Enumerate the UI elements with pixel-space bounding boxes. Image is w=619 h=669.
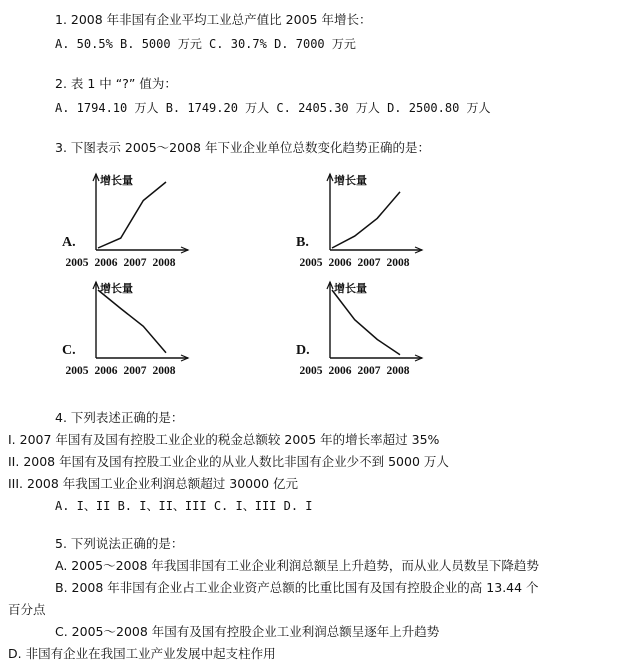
year-tick-label: 2007 [357, 365, 381, 377]
trend-line [98, 182, 166, 248]
chart-option-label: C. [62, 343, 76, 358]
chart-a [62, 170, 202, 274]
year-tick-label: 2005 [299, 257, 323, 269]
q5-stem: 5. 下列说法正确的是： [55, 536, 184, 551]
chart-b [296, 170, 436, 274]
chart-svg [62, 278, 202, 382]
q4-statement-1: I. 2007 年国有及国有控股工业企业的税金总额较 2005 年的增长率超过 35% [8, 432, 440, 447]
trend-line [332, 192, 400, 248]
year-tick-label: 2008 [386, 365, 410, 377]
q3-stem: 3. 下图表示 2005～2008 年下业企业单位总数变化趋势正确的是： [55, 140, 430, 155]
trend-line [98, 290, 166, 353]
q1-options: A. 50.5% B. 5000 万元 C. 30.7% D. 7000 万元 [55, 37, 356, 51]
chart-option-label: B. [296, 235, 309, 250]
q4-options: A. I、II B. I、II、III C. I、III D. I [55, 499, 313, 513]
q4-stem: 4. 下列表述正确的是： [55, 410, 184, 425]
q2-stem: 2. 表 1 中 “?” 值为： [55, 76, 177, 91]
year-tick-label: 2005 [299, 365, 323, 377]
chart-d [296, 278, 436, 382]
chart-option-label: D. [296, 343, 310, 358]
year-tick-label: 2008 [152, 365, 176, 377]
chart-svg [62, 170, 202, 274]
year-tick-label: 2007 [123, 365, 147, 377]
year-tick-label: 2007 [357, 257, 381, 269]
chart-svg [296, 278, 436, 382]
q5-option-b: B. 2008 年非国有企业占工业企业资产总额的比重比国有及国有控股企业的高 13.44 个 [55, 580, 539, 595]
trend-line [332, 290, 400, 355]
chart-svg [296, 170, 436, 274]
q2-options: A. 1794.10 万人 B. 1749.20 万人 C. 2405.30 万人 D. 2500.80 万人 [55, 101, 491, 115]
year-tick-label: 2005 [65, 257, 89, 269]
year-tick-label: 2008 [152, 257, 176, 269]
y-axis-label: 增长量 [334, 174, 367, 187]
q5-option-c: C. 2005～2008 年国有及国有控股企业工业利润总额呈逐年上升趋势 [55, 624, 440, 639]
chart-option-label: A. [62, 235, 76, 250]
chart-c [62, 278, 202, 382]
y-axis-label: 增长量 [100, 174, 133, 187]
q4-statement-3: III. 2008 年我国工业企业利润总额超过 30000 亿元 [8, 476, 299, 491]
q1-stem: 1. 2008 年非国有企业平均工业总产值比 2005 年增长： [55, 12, 372, 27]
year-tick-label: 2005 [65, 365, 89, 377]
q4-statement-2: II. 2008 年国有及国有控股工业企业的从业人数比非国有企业少不到 5000 万人 [8, 454, 449, 469]
year-tick-label: 2006 [94, 257, 118, 269]
q5-option-d: D. 非国有企业在我国工业产业发展中起支柱作用 [8, 646, 276, 661]
q5-option-a: A. 2005～2008 年我国非国有工业企业利润总额呈上升趋势，而从业人员数呈下降趋势 [55, 558, 539, 573]
year-tick-label: 2006 [328, 365, 352, 377]
year-tick-label: 2008 [386, 257, 410, 269]
y-axis-label: 增长量 [100, 282, 133, 295]
year-tick-label: 2006 [328, 257, 352, 269]
year-tick-label: 2007 [123, 257, 147, 269]
q5-option-b-cont: 百分点 [8, 602, 46, 617]
year-tick-label: 2006 [94, 365, 118, 377]
y-axis-label: 增长量 [334, 282, 367, 295]
